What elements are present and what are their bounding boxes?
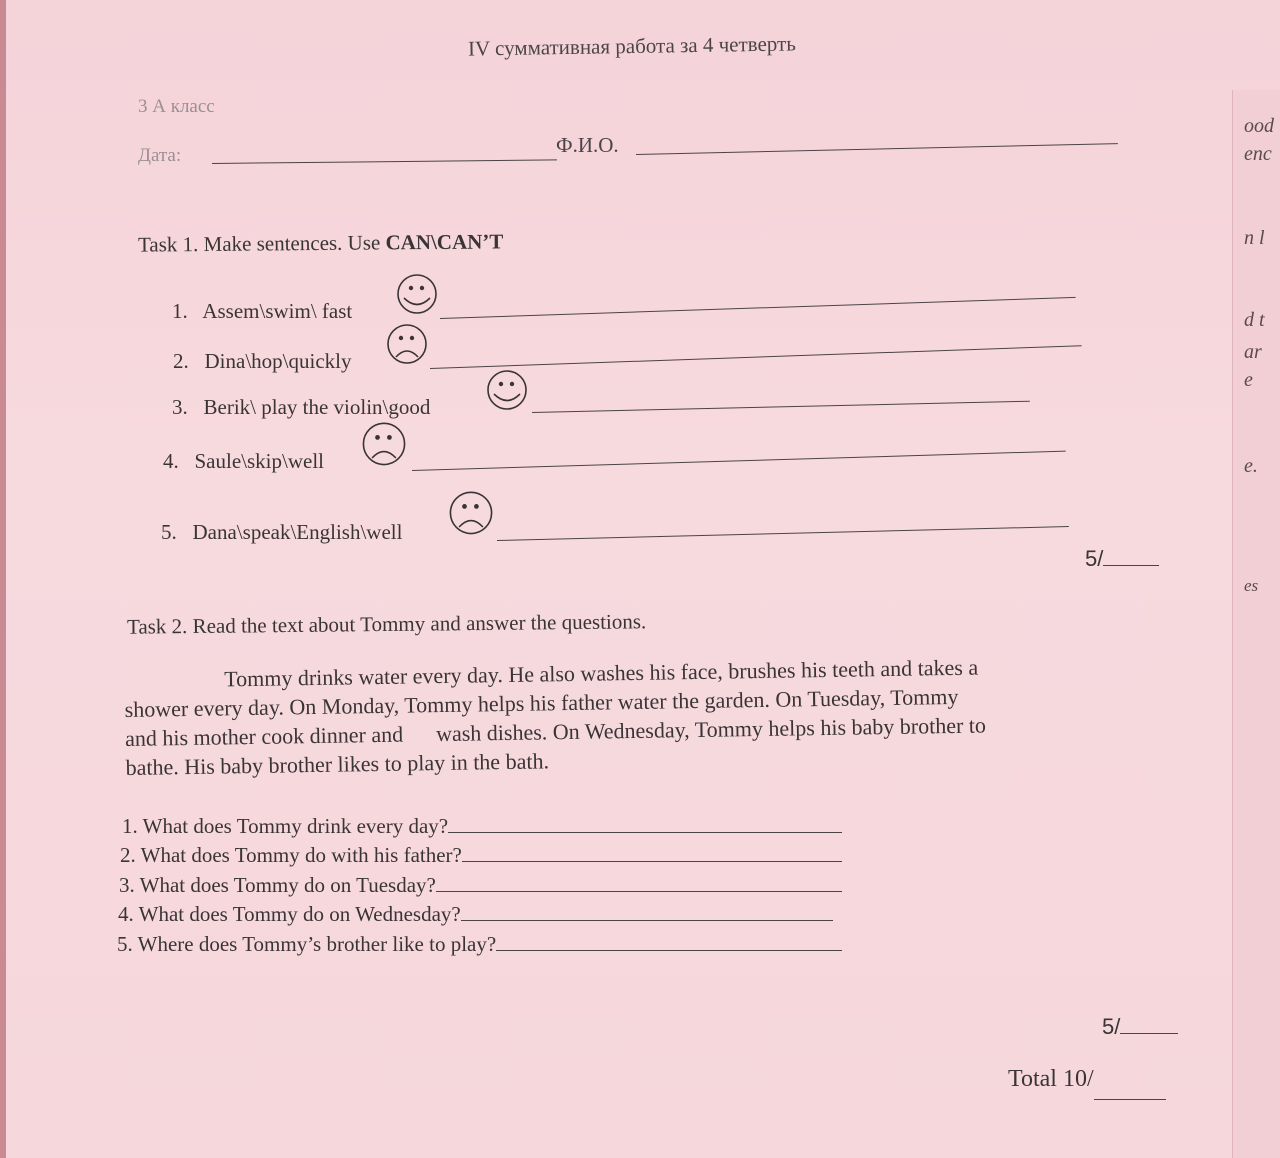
date-label: Дата: xyxy=(138,145,182,166)
back-fragment: n l xyxy=(1244,227,1265,249)
task2-score: 5/ xyxy=(1102,1014,1178,1040)
back-fragment: ood xyxy=(1244,115,1274,137)
task1-item: 1. Assem\swim\ fast xyxy=(172,299,353,323)
paragraph-line: and his mother cook dinner and wash dishes. On Wednesday, Tommy helps his baby brother to xyxy=(124,712,987,751)
task1-item: 4. Saule\skip\well xyxy=(163,449,324,473)
paragraph-line: bathe. His baby brother likes to play in the bath. xyxy=(125,748,550,780)
task2-title: Task 2. Read the text about Tommy and answer the questions. xyxy=(126,609,647,639)
back-fragment: es xyxy=(1244,576,1259,595)
sad-face-icon xyxy=(358,419,410,471)
task2-question: 4. What does Tommy do on Wednesday? xyxy=(118,902,833,927)
sad-face-icon xyxy=(383,321,431,369)
task2-question: 1. What does Tommy drink every day? xyxy=(122,814,842,839)
sad-face-icon xyxy=(445,488,497,540)
task1-score: 5/ xyxy=(1085,546,1159,572)
total-score: Total 10/ xyxy=(1008,1066,1166,1093)
worksheet-page xyxy=(6,0,1280,1158)
task1-item: 3. Berik\ play the violin\good xyxy=(172,395,431,419)
paragraph-line: shower every day. On Monday, Tommy helps his father water the garden. On Tuesday, Tommy xyxy=(124,683,959,722)
back-fragment: enc xyxy=(1244,143,1272,165)
paragraph-line: Tommy drinks water every day. He also washes his face, brushes his teeth and takes a xyxy=(224,654,979,692)
task2-question: 2. What does Tommy do with his father? xyxy=(120,843,842,868)
task1-item: 5. Dana\speak\English\well xyxy=(161,520,403,544)
task2-question: 5. Where does Tommy’s brother like to play? xyxy=(117,932,842,957)
back-fragment: e xyxy=(1244,369,1253,391)
back-fragment: e. xyxy=(1244,455,1258,477)
smiley-face-icon xyxy=(483,367,531,415)
back-fragment: ar xyxy=(1244,341,1262,363)
smiley-face-icon xyxy=(393,271,441,319)
tommy-text xyxy=(124,650,1169,782)
back-fragment: d t xyxy=(1244,309,1265,331)
task1-title: Task 1. Make sentences. Use CAN\CAN’T xyxy=(137,229,504,257)
class-label: 3 А класс xyxy=(138,96,215,117)
task2-question: 3. What does Tommy do on Tuesday? xyxy=(119,873,842,898)
task1-item: 2. Dina\hop\quickly xyxy=(173,349,352,373)
worksheet-title: IV суммативная работа за 4 четверть xyxy=(467,31,796,61)
name-label: Ф.И.О. xyxy=(556,133,619,157)
back-sheet xyxy=(1232,90,1280,1158)
